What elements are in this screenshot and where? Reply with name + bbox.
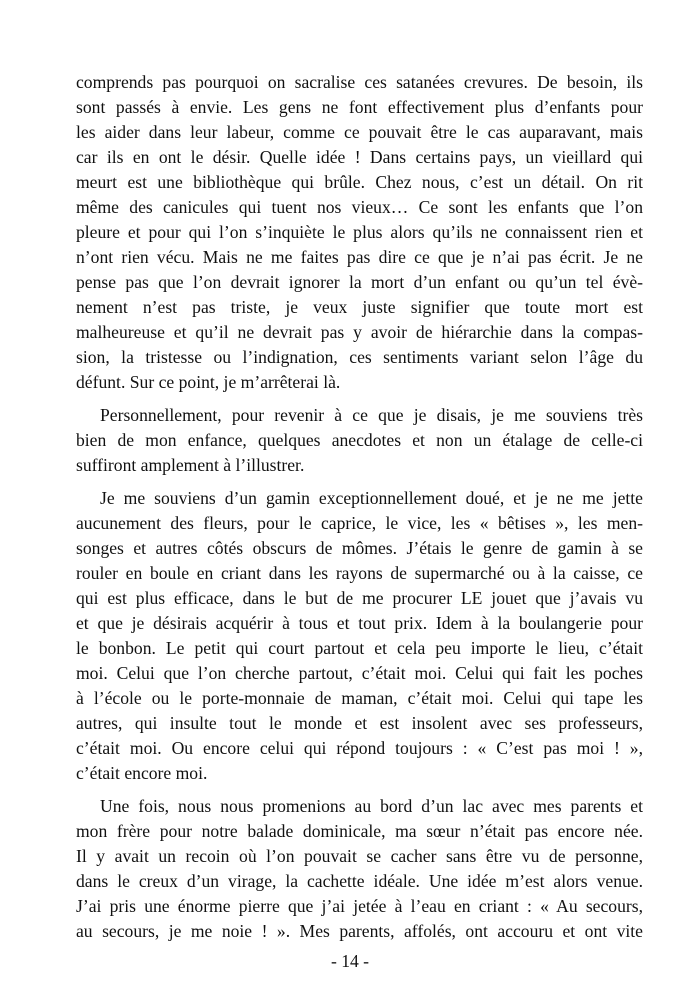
page-body-text [76, 70, 643, 944]
text-line: Personnellement, pour revenir à ce que je disais, je me souviens très [100, 405, 643, 425]
text-line: songes et autres côtés obscurs de mômes. J’étais le genre de gamin à se [76, 538, 643, 558]
text-line: c’était moi. Ou encore celui qui répond toujours : « C’est pas moi ! », [76, 738, 643, 758]
paragraph [76, 403, 643, 478]
text-line: malheureuse et qu’il ne devrait pas y avoir de hiérarchie dans la compas- [76, 322, 643, 342]
paragraph [76, 486, 643, 786]
text-line: les aider dans leur labeur, comme ce pouvait être le cas auparavant, mais [76, 122, 643, 142]
text-line: le bonbon. Le petit qui court partout et cela peu importe le lieu, c’était [76, 638, 643, 658]
text-line: mon frère pour notre balade dominicale, ma sœur n’était pas encore née. [76, 821, 643, 841]
text-line: défunt. Sur ce point, je m’arrêterai là. [76, 372, 341, 392]
text-line: dans le creux d’un virage, la cachette idéale. Une idée m’est alors venue. [76, 871, 643, 891]
paragraph [76, 70, 643, 395]
text-line: rouler en boule en criant dans les rayons de supermarché ou à la caisse, ce [76, 563, 643, 583]
text-line: pleure et pour qui l’on s’inquiète le plus alors qu’ils ne connaissent rien et [76, 222, 643, 242]
text-line: et que je désirais acquérir à tous et tout prix. Idem à la boulangerie pour [76, 613, 643, 633]
text-line: suffiront amplement à l’illustrer. [76, 455, 305, 475]
text-line: nement n’est pas triste, je veux juste signifier que toute mort est [76, 297, 643, 317]
text-line: bien de mon enfance, quelques anecdotes et non un étalage de celle-ci [76, 430, 643, 450]
text-line: sion, la tristesse ou l’indignation, ces sentiments variant selon l’âge du [76, 347, 643, 367]
text-line: moi. Celui que l’on cherche partout, c’était moi. Celui qui fait les poches [76, 663, 643, 683]
text-line: Il y avait un recoin où l’on pouvait se cacher sans être vu de personne, [76, 846, 643, 866]
text-line: même des canicules qui tuent nos vieux… Ce sont les enfants que l’on [76, 197, 643, 217]
text-line: aucunement des fleurs, pour le caprice, le vice, les « bêtises », les men- [76, 513, 643, 533]
text-line: car ils en ont le désir. Quelle idée ! Dans certains pays, un vieillard qui [76, 147, 643, 167]
text-line: pense pas que l’on devrait ignorer la mort d’un enfant ou qu’un tel évè- [76, 272, 643, 292]
text-line: c’était encore moi. [76, 763, 208, 783]
text-line: autres, qui insulte tout le monde et est insolent avec ses professeurs, [76, 713, 643, 733]
text-line: qui est plus efficace, dans le but de me procurer LE jouet que j’avais vu [76, 588, 643, 608]
text-line: comprends pas pourquoi on sacralise ces satanées crevures. De besoin, ils [76, 72, 643, 92]
paragraph [76, 794, 643, 944]
text-line: au secours, je me noie ! ». Mes parents, affolés, ont accouru et ont vite [76, 921, 643, 941]
text-line: n’ont rien vécu. Mais ne me faites pas dire ce que je n’ai pas écrit. Je ne [76, 247, 643, 267]
text-line: sont passés à envie. Les gens ne font effectivement plus d’enfants pour [76, 97, 643, 117]
text-line: Je me souviens d’un gamin exceptionnellement doué, et je ne me jette [100, 488, 643, 508]
text-line: à l’école ou le porte-monnaie de maman, c’était moi. Celui qui tape les [76, 688, 643, 708]
text-line: J’ai pris une énorme pierre que j’ai jetée à l’eau en criant : « Au secours, [76, 896, 643, 916]
text-line: meurt est une bibliothèque qui brûle. Chez nous, c’est un détail. On rit [76, 172, 643, 192]
text-line: Une fois, nous nous promenions au bord d’un lac avec mes parents et [100, 796, 643, 816]
page-number: - 14 - [330, 951, 370, 971]
